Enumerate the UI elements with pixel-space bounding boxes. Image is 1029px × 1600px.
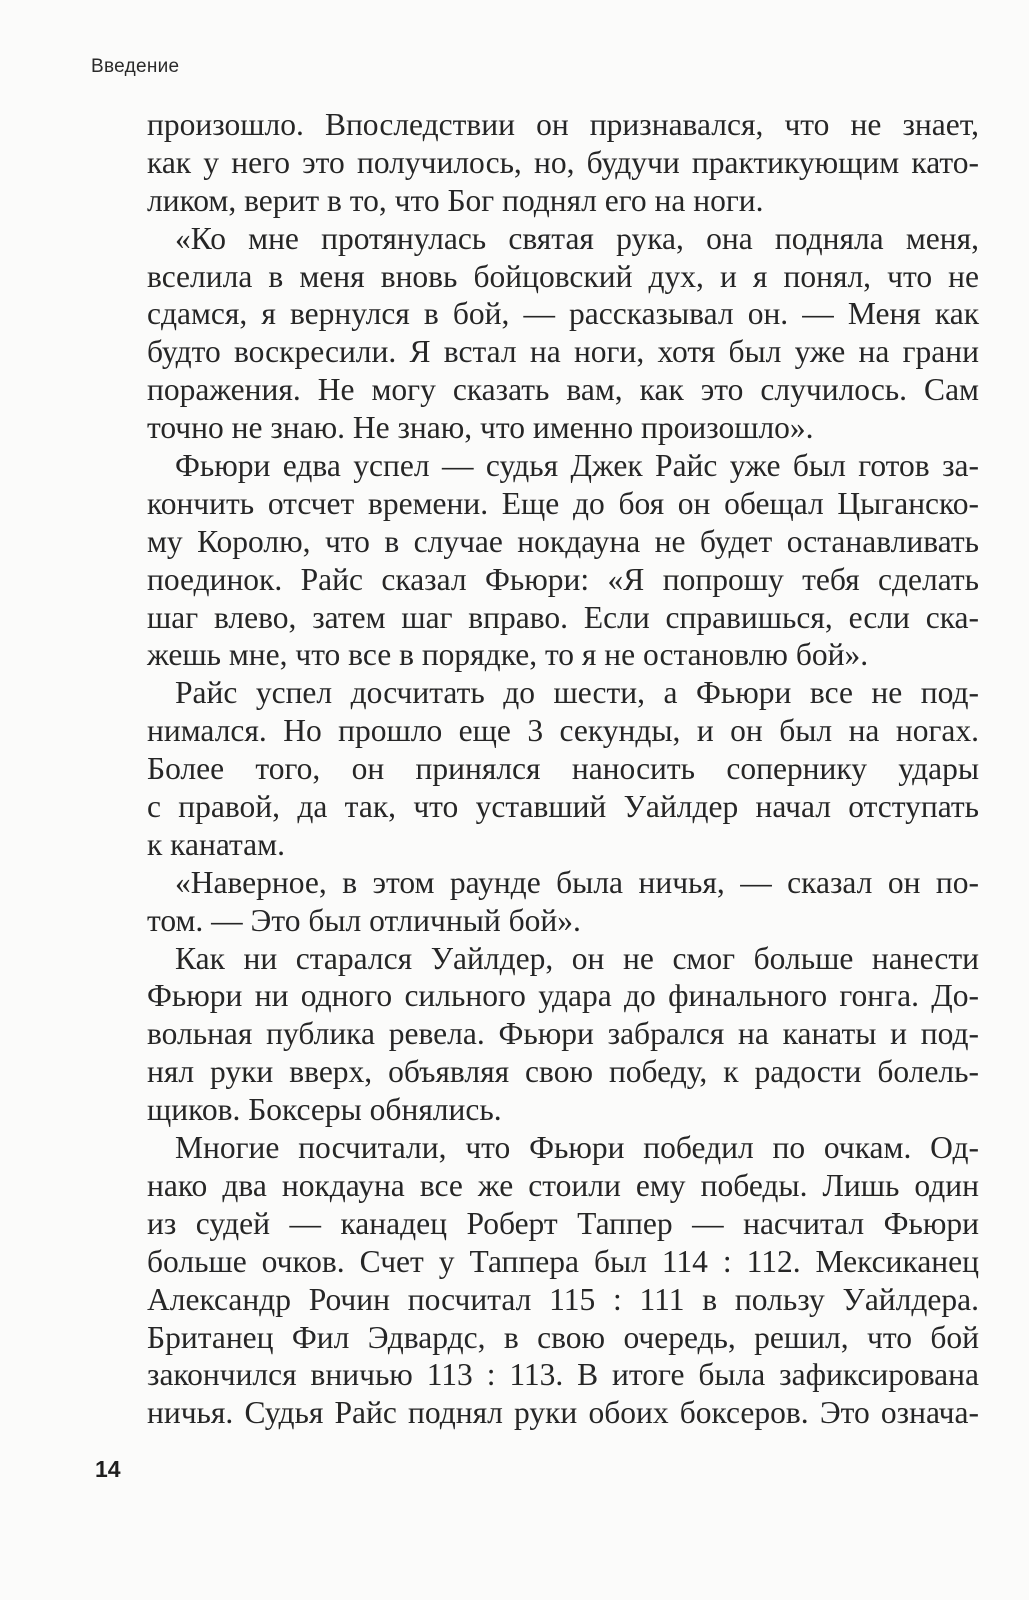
text-line: том. — Это был отличный бой». — [147, 902, 581, 938]
text-line: Как ни старался Уайлдер, он не смог больше нанести — [175, 940, 979, 976]
text-line: больше очков. Счет у Таппера был 114 : 112. Мексиканец — [147, 1243, 979, 1279]
text-line: нял руки вверх, объявляя свою победу, к радости болель- — [147, 1054, 979, 1090]
text-line: поединок. Райс сказал Фьюри: «Я попрошу тебя сделать — [147, 561, 979, 597]
text-line: Фьюри ни одного сильного удара до финального гонга. До- — [147, 978, 979, 1014]
text-line: с правой, да так, что уставший Уайлдер начал отступать — [147, 789, 979, 825]
text-line: Фьюри едва успел — судья Джек Райс уже был готов за- — [175, 448, 979, 484]
page-number: 14 — [95, 1456, 121, 1482]
text-line: «Наверное, в этом раунде была ничья, — сказал он по- — [175, 864, 979, 900]
text-line: сдамся, я вернулся в бой, — рассказывал он. — Меня как — [147, 296, 979, 332]
text-line: нако два нокдауна все же стоили ему победы. Лишь один — [147, 1167, 979, 1203]
text-line: ликом, верит в то, что Бог поднял его на ноги. — [147, 182, 764, 218]
text-line: Британец Фил Эдвардс, в свою очередь, решил, что бой — [147, 1319, 979, 1355]
text-line: Райс успел досчитать до шести, а Фьюри все не под- — [175, 675, 979, 711]
text-line: произошло. Впоследствии он признавался, что не знает, — [147, 107, 979, 142]
text-line: жешь мне, что все в порядке, то я не остановлю бой». — [147, 637, 869, 673]
text-line: вселила в меня вновь бойцовский дух, и я понял, что не — [147, 258, 979, 294]
text-line: кончить отсчет времени. Еще до боя он обещал Цыганско- — [147, 485, 979, 521]
text-line: будто воскресили. Я встал на ноги, хотя был уже на грани — [147, 334, 979, 370]
text-line: Многие посчитали, что Фьюри победил по очкам. Од- — [175, 1130, 979, 1166]
running-title: Введение — [91, 56, 180, 77]
text-line: щиков. Боксеры обнялись. — [147, 1092, 502, 1128]
text-line: Александр Рочин посчитал 115 : 111 в пользу Уайлдера. — [147, 1281, 979, 1317]
text-line: к канатам. — [147, 826, 285, 862]
text-line: нимался. Но прошло еще 3 секунды, и он был на ногах. — [147, 713, 979, 749]
text-line: точно не знаю. Не знаю, что именно произошло». — [147, 410, 814, 446]
text-line: из судей — канадец Роберт Таппер — насчитал Фьюри — [147, 1205, 979, 1241]
text-line: закончился вничью 113 : 113. В итоге была зафиксирована — [147, 1357, 979, 1393]
text-line: Более того, он принялся наносить сопернику удары — [147, 751, 979, 787]
body-text — [147, 106, 979, 1432]
text-line: шаг влево, затем шаг вправо. Если справишься, если ска- — [147, 599, 979, 635]
text-line: вольная публика ревела. Фьюри забрался на канаты и под- — [147, 1016, 979, 1052]
text-line: поражения. Не могу сказать вам, как это случилось. Сам — [147, 372, 979, 408]
text-line: му Королю, что в случае нокдауна не будет останавливать — [147, 523, 979, 559]
text-line: как у него это получилось, но, будучи практикующим като- — [147, 144, 979, 180]
text-line: «Ко мне протянулась святая рука, она подняла меня, — [175, 220, 979, 256]
text-line: ничья. Судья Райс поднял руки обоих боксеров. Это означа- — [147, 1395, 979, 1431]
